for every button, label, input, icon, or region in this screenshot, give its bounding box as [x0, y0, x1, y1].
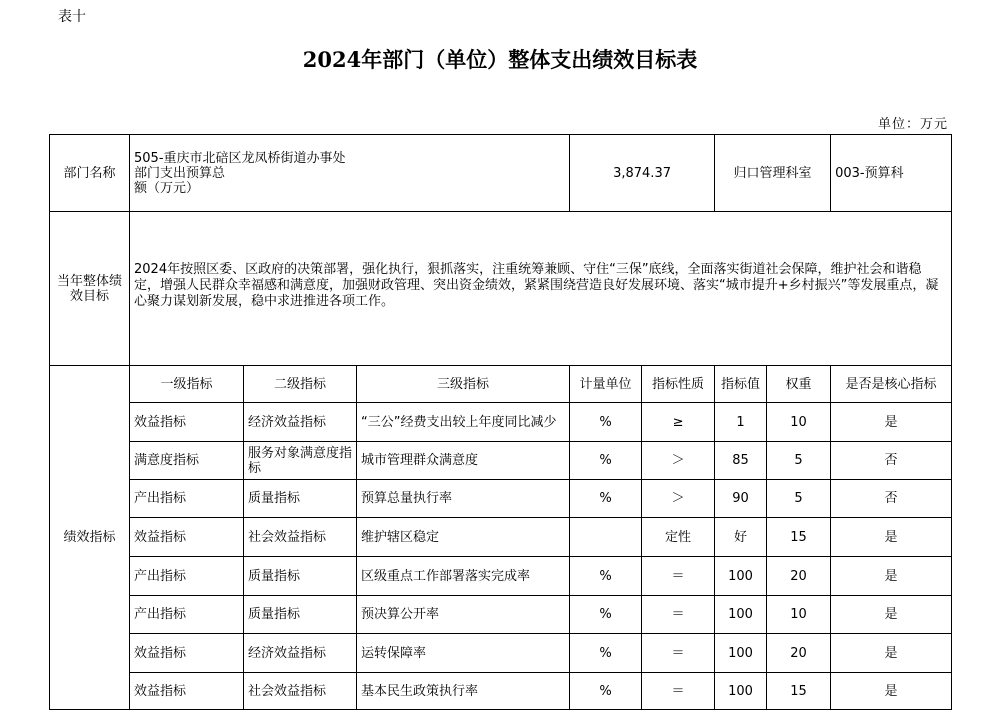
weight-cell: 10	[767, 403, 831, 442]
value-cell: 100	[715, 673, 767, 710]
core-cell: 否	[831, 442, 952, 480]
level3-cell: 基本民生政策执行率	[357, 673, 570, 710]
table-tag: 表十	[58, 9, 86, 25]
level3-cell: “三公”经费支出较上年度同比减少	[357, 403, 570, 442]
level1-cell: 产出指标	[130, 557, 244, 596]
table-row	[50, 518, 952, 557]
weight-cell: 15	[767, 518, 831, 557]
unit-label: 单位：万元	[877, 117, 948, 132]
level1-cell: 效益指标	[130, 403, 244, 442]
col-header: 三级指标	[357, 366, 570, 403]
level2-cell: 质量指标	[244, 596, 357, 634]
unit-cell: %	[570, 442, 642, 480]
weight-cell: 20	[767, 557, 831, 596]
table-row	[50, 480, 952, 518]
col-header: 指标性质	[642, 366, 715, 403]
dept-name-value	[130, 135, 570, 212]
core-cell: 否	[831, 480, 952, 518]
dept-name-text: 505-重庆市北碚区龙凤桥街道办事处	[134, 150, 346, 166]
level2-cell: 服务对象满意度指标	[244, 442, 357, 480]
weight-cell: 15	[767, 673, 831, 710]
col-header: 二级指标	[244, 366, 357, 403]
budget-label: 部门支出预算总额（万元）	[134, 165, 226, 196]
level3-cell: 区级重点工作部署落实完成率	[357, 557, 570, 596]
level3-cell: 预算总量执行率	[357, 480, 570, 518]
nature-cell: ＝	[642, 596, 715, 634]
table-row	[50, 634, 952, 673]
level3-cell: 维护辖区稳定	[357, 518, 570, 557]
core-cell: 是	[831, 596, 952, 634]
col-header: 指标值	[715, 366, 767, 403]
table-row	[50, 557, 952, 596]
weight-cell: 10	[767, 596, 831, 634]
table-row	[50, 403, 952, 442]
unit-cell: %	[570, 403, 642, 442]
level2-cell: 社会效益指标	[244, 518, 357, 557]
col-header: 权重	[767, 366, 831, 403]
weight-cell: 5	[767, 480, 831, 518]
unit-cell	[570, 518, 642, 557]
indicators-label: 绩效指标	[50, 366, 130, 710]
unit-cell: %	[570, 480, 642, 518]
goal-label: 当年整体绩效目标	[50, 212, 130, 366]
unit-cell: %	[570, 557, 642, 596]
level3-cell: 运转保障率	[357, 634, 570, 673]
mgmt-value: 003-预算科	[831, 135, 952, 212]
budget-value: 3,874.37	[570, 135, 715, 212]
level2-cell: 经济效益指标	[244, 634, 357, 673]
nature-cell: ＞	[642, 442, 715, 480]
unit-cell: %	[570, 596, 642, 634]
value-cell: 1	[715, 403, 767, 442]
unit-cell: %	[570, 634, 642, 673]
col-header: 计量单位	[570, 366, 642, 403]
core-cell: 是	[831, 557, 952, 596]
level3-cell: 预决算公开率	[357, 596, 570, 634]
nature-cell: 定性	[642, 518, 715, 557]
core-cell: 是	[831, 403, 952, 442]
value-cell: 100	[715, 634, 767, 673]
core-cell: 是	[831, 518, 952, 557]
table-row	[50, 596, 952, 634]
goal-row	[50, 212, 952, 366]
level1-cell: 满意度指标	[130, 442, 244, 480]
value-cell: 85	[715, 442, 767, 480]
nature-cell: ≥	[642, 403, 715, 442]
table-row	[50, 673, 952, 710]
value-cell: 好	[715, 518, 767, 557]
unit-cell: %	[570, 673, 642, 710]
level2-cell: 经济效益指标	[244, 403, 357, 442]
nature-cell: ＝	[642, 634, 715, 673]
performance-table	[49, 134, 952, 710]
nature-cell: ＝	[642, 557, 715, 596]
level1-cell: 效益指标	[130, 518, 244, 557]
nature-cell: ＝	[642, 673, 715, 710]
weight-cell: 20	[767, 634, 831, 673]
nature-cell: ＞	[642, 480, 715, 518]
value-cell: 100	[715, 596, 767, 634]
level2-cell: 质量指标	[244, 480, 357, 518]
core-cell: 是	[831, 673, 952, 710]
col-header: 一级指标	[130, 366, 244, 403]
dept-name-label: 部门名称	[50, 135, 130, 212]
page-title: 2024年部门（单位）整体支出绩效目标表	[302, 47, 698, 72]
goal-text-cell	[130, 212, 952, 366]
value-cell: 100	[715, 557, 767, 596]
level1-cell: 效益指标	[130, 673, 244, 710]
core-cell: 是	[831, 634, 952, 673]
info-row	[50, 135, 952, 212]
weight-cell: 5	[767, 442, 831, 480]
goal-text: 2024年按照区委、区政府的决策部署，强化执行，狠抓落实，注重统筹兼顾、守住“三保”底线，全面落实街道社会保障，维护社会和谐稳定，增强人民群众幸福感和满意度，加强财政管理、突出资金绩效，紧紧围绕营造良好发展环境、落实“城市提升+乡村振兴”等发展重点，凝心聚力谋划新发展，稳中求进推进各项工作。	[134, 261, 939, 309]
indicator-header-row	[50, 366, 952, 403]
level1-cell: 效益指标	[130, 634, 244, 673]
level3-cell: 城市管理群众满意度	[357, 442, 570, 480]
mgmt-label: 归口管理科室	[715, 135, 831, 212]
level2-cell: 质量指标	[244, 557, 357, 596]
value-cell: 90	[715, 480, 767, 518]
col-header: 是否是核心指标	[831, 366, 952, 403]
level2-cell: 社会效益指标	[244, 673, 357, 710]
level1-cell: 产出指标	[130, 596, 244, 634]
level1-cell: 产出指标	[130, 480, 244, 518]
table-row	[50, 442, 952, 480]
